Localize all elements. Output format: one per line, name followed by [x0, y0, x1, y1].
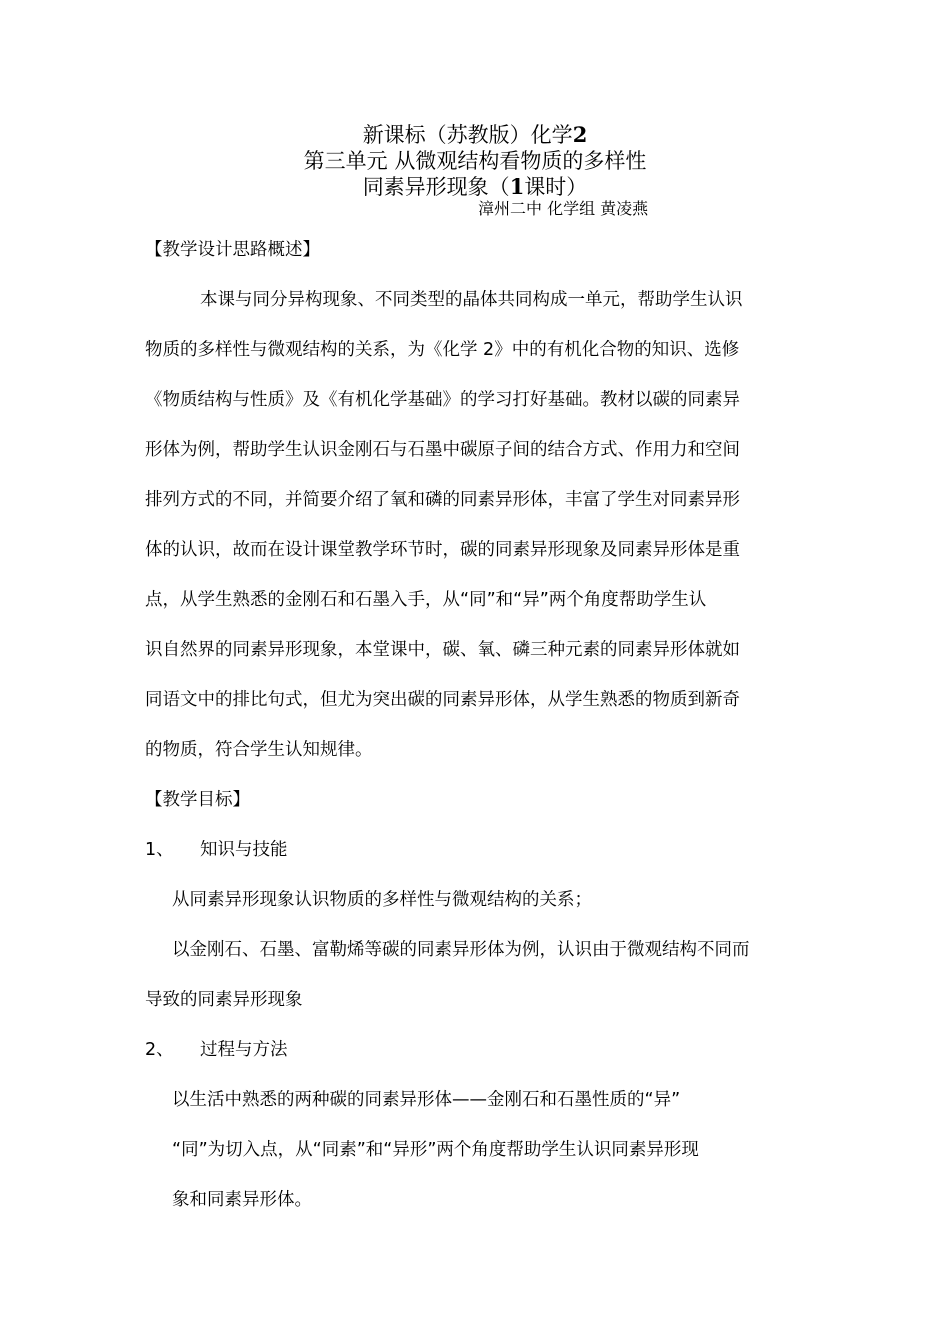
- list-number: 2、: [145, 1040, 174, 1060]
- author-line: 漳州二中 化学组 黄凌燕: [478, 199, 649, 218]
- list-number: 1、: [145, 840, 174, 860]
- paragraph-line: 象和同素异形体。: [172, 1190, 312, 1210]
- title-line-2: 第三单元 从微观结构看物质的多样性: [303, 149, 647, 173]
- section-heading-goals: 【教学目标】: [145, 790, 250, 810]
- paragraph-line: 体的认识，故而在设计课堂教学环节时，碳的同素异形现象及同素异形体是重: [145, 540, 740, 560]
- list-item-title: 知识与技能: [200, 840, 288, 860]
- title-text: 新课标（苏教版）化学: [362, 123, 573, 147]
- paragraph-line: 点，从学生熟悉的金刚石和石墨入手，从“同”和“异”两个角度帮助学生认: [145, 590, 707, 610]
- paragraph-line: 识自然界的同素异形现象，本堂课中，碳、氧、磷三种元素的同素异形体就如: [145, 640, 740, 660]
- paragraph-line: 形体为例，帮助学生认识金刚石与石墨中碳原子间的结合方式、作用力和空间: [145, 440, 740, 460]
- paragraph-line: 导致的同素异形现象: [145, 990, 303, 1010]
- paragraph-line: 同语文中的排比句式，但尤为突出碳的同素异形体，从学生熟悉的物质到新奇: [145, 690, 740, 710]
- title-number: 2: [572, 122, 588, 147]
- title-line-3-number: 1: [509, 174, 525, 199]
- title-line-1: [0, 122, 950, 148]
- paragraph-line: 排列方式的不同，并简要介绍了氧和磷的同素异形体，丰富了学生对同素异形: [145, 490, 740, 510]
- paragraph-line: 《物质结构与性质》及《有机化学基础》的学习打好基础。教材以碳的同素异: [145, 390, 740, 410]
- paragraph-line: 从同素异形现象认识物质的多样性与微观结构的关系；: [172, 890, 592, 910]
- title-line-3-text-a: 同素异形现象（: [362, 175, 510, 199]
- paragraph-line: “同”为切入点，从“同素”和“异形”两个角度帮助学生认识同素异形现: [172, 1140, 699, 1160]
- list-item-title: 过程与方法: [200, 1040, 288, 1060]
- title-line-3-text-b: 课时）: [524, 175, 588, 199]
- paragraph-line: 以金刚石、石墨、富勒烯等碳的同素异形体为例，认识由于微观结构不同而: [172, 940, 750, 960]
- paragraph-line: 以生活中熟悉的两种碳的同素异形体——金刚石和石墨性质的“异”: [172, 1090, 681, 1110]
- paragraph-line: 本课与同分异构现象、不同类型的晶体共同构成一单元，帮助学生认识: [200, 290, 743, 310]
- paragraph-line: 的物质，符合学生认知规律。: [145, 740, 373, 760]
- paragraph-line: 物质的多样性与微观结构的关系，为《化学 2》中的有机化合物的知识、选修: [145, 340, 740, 360]
- title-line-3: [0, 174, 950, 200]
- section-heading-design: 【教学设计思路概述】: [145, 240, 320, 260]
